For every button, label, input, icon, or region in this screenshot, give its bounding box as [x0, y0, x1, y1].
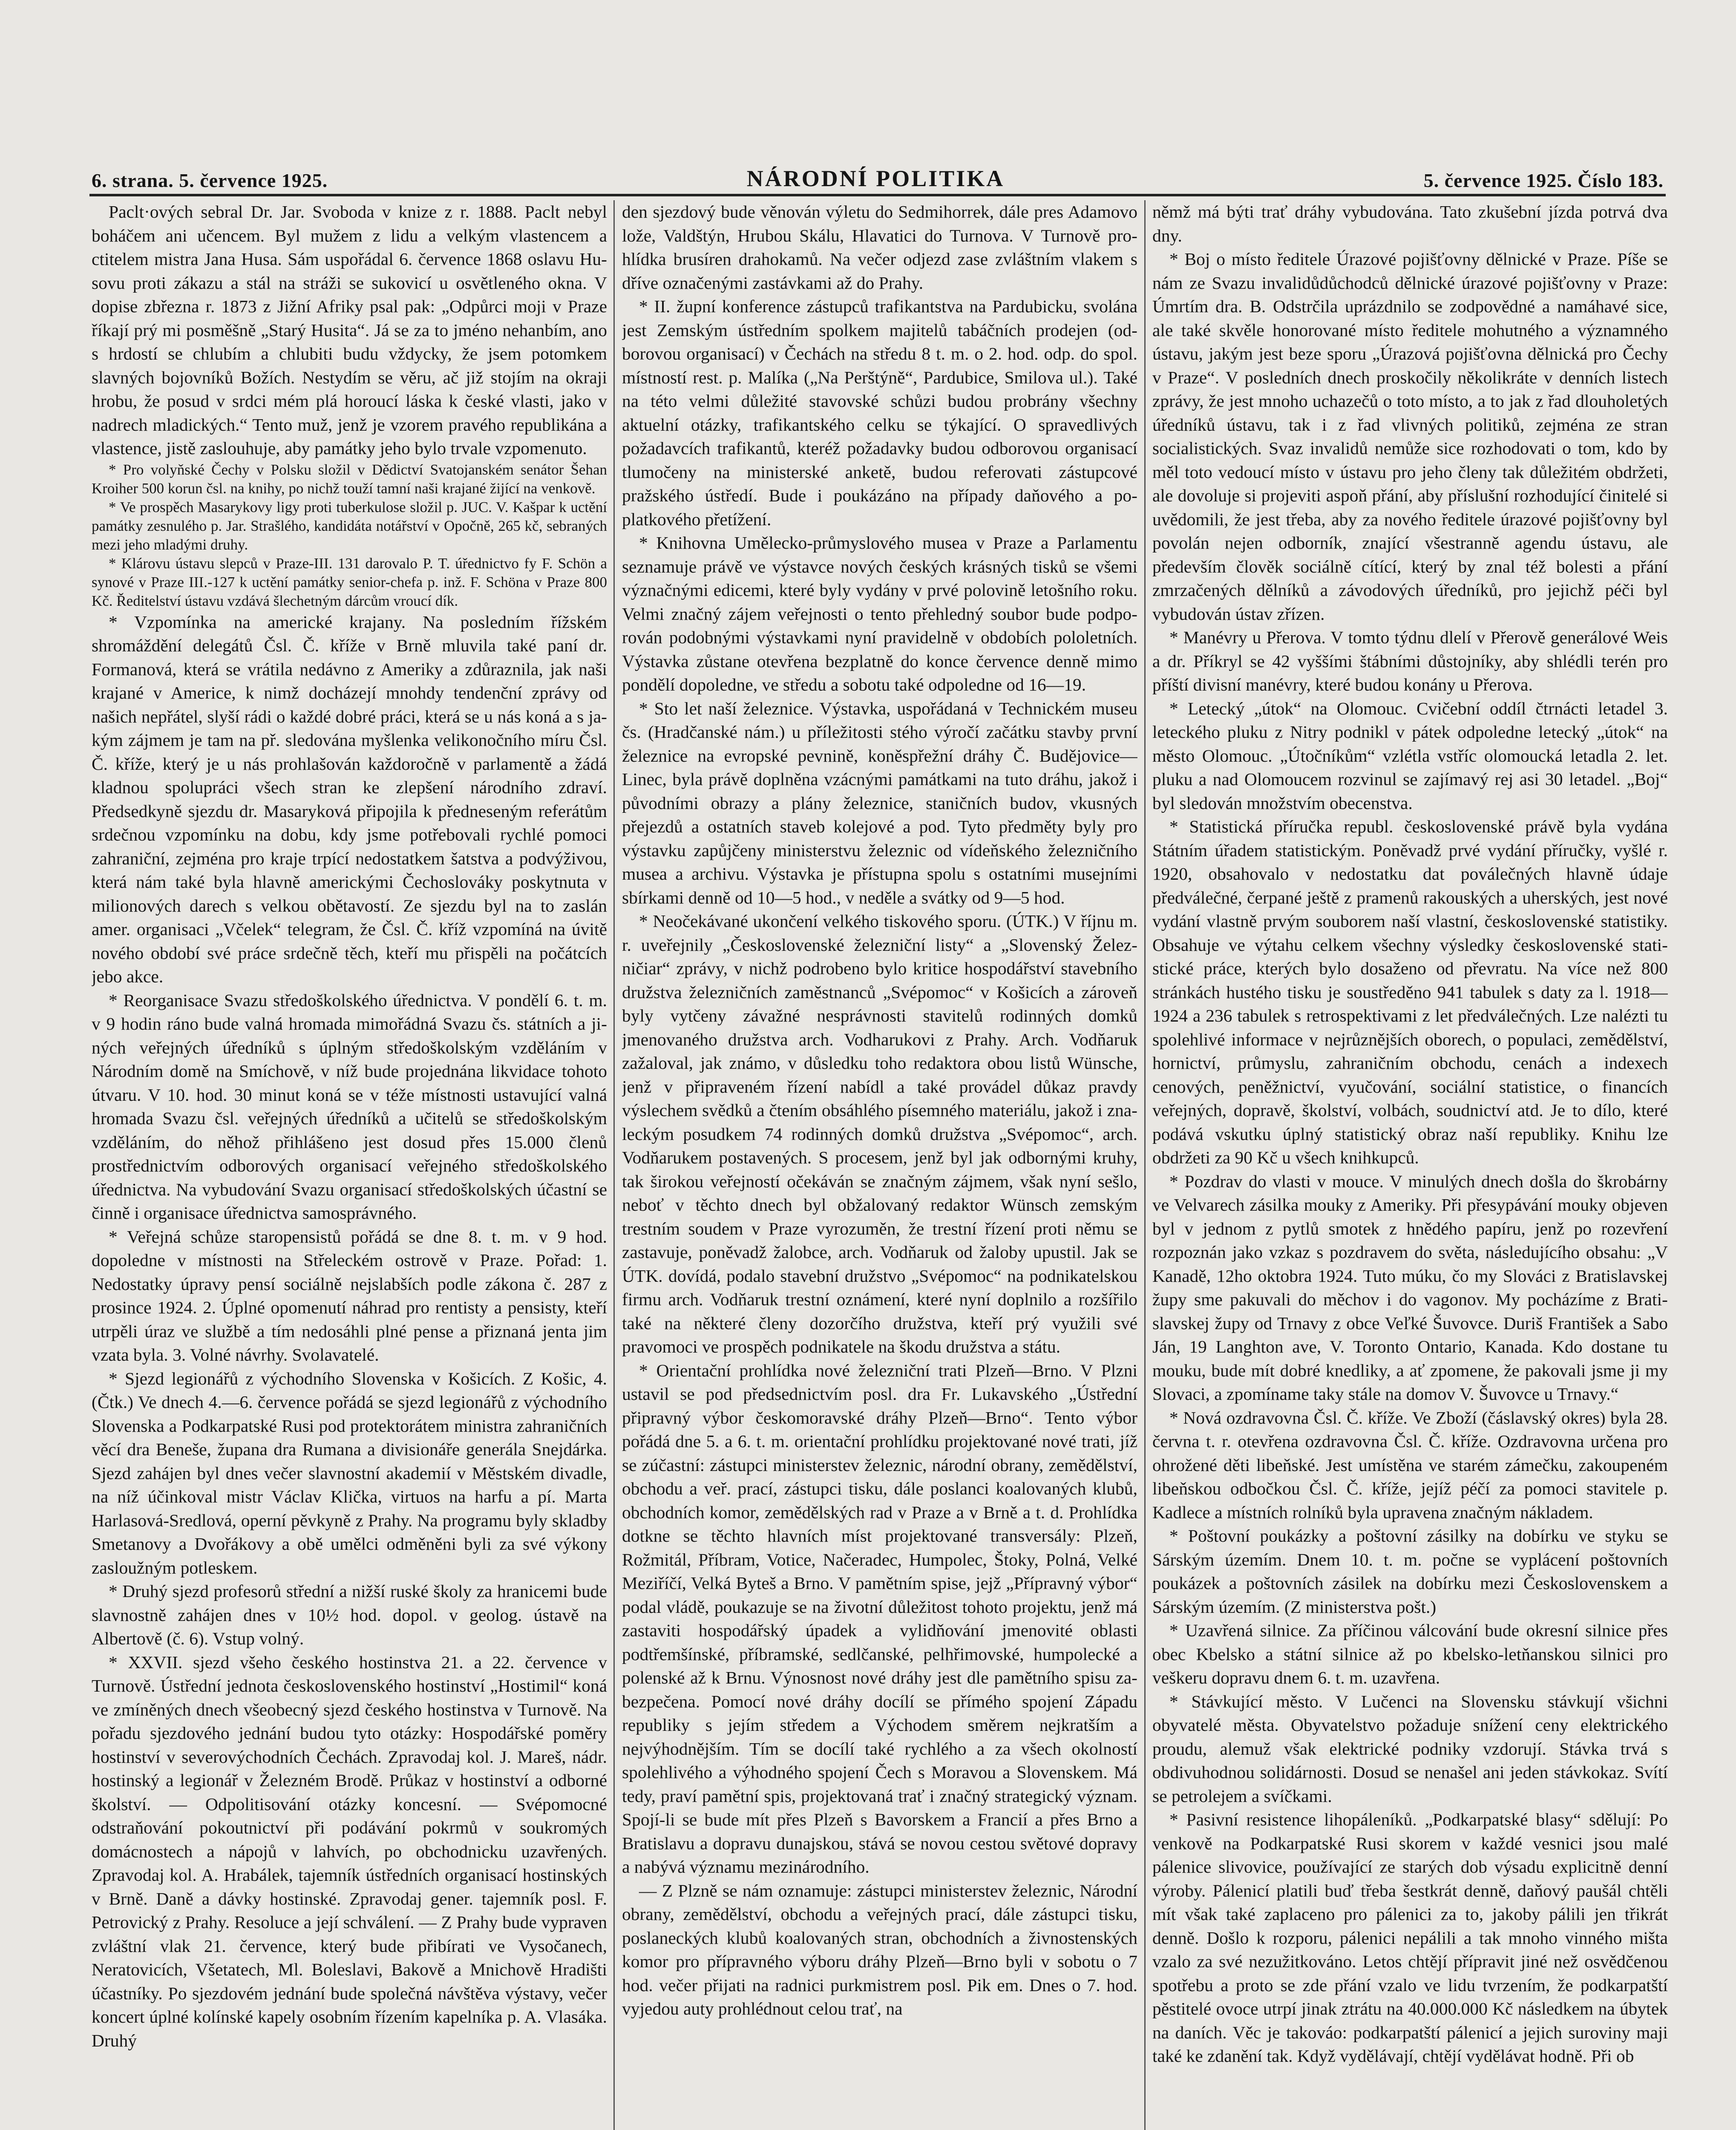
article-paragraph: — Z Plzně se nám oznamuje: zástupci ministerstev železnic, Národní obrany, zemědělství, obchodu a veřejných prací, dále zástupci tisku, poslaneckých klubů koalovaných stran, obchodních a živnostenských komor pro přípravného výboru dráhy Plzeň—Brno byli v sobotu o 7 hod. večer přijati na radnici purkmistrem posl. Pik em. Dnes o 7. hod. vyjedou auty prohlédnout celou trať, na	[622, 1880, 1137, 2018]
article-paragraph: * Sto let naší železnice. Výstavka, uspořádaná v Technickém museu čs. (Hradčanské nám.) u příležitosti stého výročí začátku stavby první železnice na evropské pevnině, koněspřežní dráhy Č. Budějovice—Linec, byla právě doplněna vzácnými památkami na tuto dráhu, jakož i původními obrazy a plány železnice, staničních budov, vkusných přejezdů a ostatních staveb kolejové a pod. Tyto předměty byly pro výstavku zapůjčeny ministerstvu železnic od vídeňského železničního musea a archivu. Výstavka je přístupna spolu s ostatními musejními sbírkami denně od 10—5 hod., v neděle a svátky od 9—5 hod.	[622, 698, 1137, 907]
header-date-left: 6. strana. 5. července 1925.	[92, 170, 328, 191]
article-paragraph: den sjezdový bude věnován výletu do Sedmihorrek, dále pres Adamovo lože, Valdštýn, Hrubou Skálu, Hlavatici do Turnova. V Turnově prohlídka brusíren drahokamů. Na večer odjezd zase zvláštním vlakem s dříve označenými zastávkami až do Prahy.	[622, 202, 1137, 293]
article-paragraph: * Pro volyňské Čechy v Polsku složil v Dědictví Svatojanském senátor Šehan Kroiher 500 korun čsl. na knihy, po nichž touží tamní naši krajané žijící na venkově.	[92, 461, 607, 497]
column-divider	[613, 200, 615, 2130]
article-paragraph: * Letecký „útok“ na Olomouc. Cvičební oddíl čtrnácti letadel 3. leteckého pluku z Nitry podnikl v pátek odpoledne letecký „útok“ na město Olomouc. „Útočníkům“ vzlétla vstříc olomoucká letadla 2. let. pluku a nad Olomoucem rozvinul se zajímavý rej asi 30 letadel. „Boj“ byl sledován množstvím obecenstva.	[1152, 698, 1668, 813]
column-divider	[1144, 200, 1146, 2130]
article-paragraph: * Statistická příručka republ. československé právě byla vydána Státním úřadem statistickým. Poněvadž prvé vydání příručky, vyšlé r. 1920, obsahovalo v nedostatku dat poválečných hlavně údaje předválečné, čerpané ještě z pramenů rakouských a uherských, jest nové vydání vlastně prvým souborem naší vlastní, československé statistiky. Obsahuje ve výtahu celkem všechny výsledky československé statistické práce, kterých bylo dosaženo od převratu. Na více než 800 stránkách hustého tisku je soustředěno 941 tabulek s daty za l. 1918—1924 a 236 tabulek s retrospektivami z let předválečných. Lze nalézti tu spolehlivé informace v nejrůznějších oborech, o populaci, zemědělství, hornictví, průmyslu, zahraničním obchodu, cenách a indexech cenových, peněžnictví, vyučování, sociální statistice, o financích veřejných, dopravě, školství, volbách, soudnictví atd. Je to dílo, které podává vskutku úplný statistický obraz naší republiky. Knihu lze obdržeti za 90 Kč u všech knihkupců.	[1152, 817, 1668, 1167]
article-paragraph: * Manévry u Přerova. V tomto týdnu dlelí v Přerově generálové Weis a dr. Příkryl se 42 vyššími štábními důstojníky, aby shlédli terén pro příští divisní manévry, které budou konány u Přerova.	[1152, 627, 1668, 694]
masthead-title: NÁRODNÍ POLITIKA	[746, 166, 1005, 191]
article-paragraph: * Uzavřená silnice. Za příčinou válcování bude okresní silnice přes obec Kbelsko a státní silnice až po kbelsko-letňanskou silnici pro veškeru dopravu dnem 6. t. m. uzavřena.	[1152, 1621, 1668, 1687]
article-paragraph: * Nová ozdravovna Čsl. Č. kříže. Ve Zboží (čáslavský okres) byla 28. června t. r. otevřena ozdravovna Čsl. Č. kříže. Ozdravovna určena pro ohrožené děti libeňské. Jest umístěna ve starém zámečku, zakoupeném libeňskou odbočkou Čsl. Č. kříže, jejíž péčí za pomoci stavitele p. Kadlece a místních rolníků byla upravena značným nákladem.	[1152, 1408, 1668, 1522]
article-paragraph: * Druhý sjezd profesorů střední a nižší ruské školy za hranicemi bude slavnostně zahájen dnes v 10½ hod. dopol. v geolog. ústavě na Albertově (č. 6). Vstup volný.	[92, 1581, 607, 1648]
article-paragraph: * Klárovu ústavu slepců v Praze-III. 131 darovalo P. T. úřednictvo fy F. Schön a synové v Praze III.-127 k uctění památky senior-chefa p. inž. F. Schöna v Praze 800 Kč. Ředitelství ústavu vzdává šlechetným dárcům vroucí dík.	[92, 555, 607, 609]
column-2	[622, 200, 1137, 2130]
article-paragraph: * Neočekávané ukončení velkého tiskového sporu. (ÚTK.) V říjnu m. r. uveřejnily „Československé železniční listy“ a „Slovenský Železničiar“ zprávy, v nichž podrobeno bylo kritice hospodářství stavebního družstva železničních zaměstnanců „Svépomoc“ v Košicích a zároveň byly vytčeny závažné nesprávnosti stavitelů rodinných domků jmenovaného družstva arch. Vodharukovi z Prahy. Arch. Vodňaruk zažaloval, jak známo, v důsledku toho redaktora obou listů Wünsche, jenž v připraveném řízení nabídl a také provádel důkaz pravdy výslechem svědků a čtením obsáhlého písemného materiálu, jakož i znaleckým posudkem 74 rodinných domků družstva „Svépomoc“, arch. Vodňarukem postavených. S procesem, jenž byl jak odbornými kruhy, tak širokou veřejností očekáván se značným zájmem, však nyní sešlo, neboť v těchto dnech byl obžalovaný redaktor Wünsch zemským trestním soudem v Praze vyrozuměn, že trestní řízení proti němu se zastavuje, poněvadž žalobce, arch. Vodňaruk od žaloby upustil. Jak se ÚTK. dovídá, podalo stavební družstvo „Svépomoc“ na podnikatelskou firmu arch. Vodňaruk trestní oznámení, které nyní doplnilo a rozšířilo také na některé členy dozorčího družstva, kteří prý využili své pravomoci ve prospěch podnikatele na škodu družstva a státu.	[622, 911, 1137, 1356]
article-paragraph: * Pozdrav do vlasti v mouce. V minulých dnech došla do škrobárny ve Velvarech zásilka mouky z Ameriky. Při přesypávání mouky objeven byl v jednom z pytlů smotek z hnědého papíru, jenž po rozevření rozpoznán jako vzkaz s pozdravem do světa, následujícího obsahu: „V Kanadě, 12ho oktobra 1924. Tuto múku, čo my Slováci z Bratislavskej župy sme pakuvali do měchov i do vagonov. My pocházíme z Bratislavskej župy od Trnavy z obce Veľké Šuvovce. Duriš František a Sabo Ján, 19 Langhton ave, V. Toronto Ontario, Kanada. Kdo dostane tu mouku, bude mít dobré knedliky, a ať zpomene, že pakovali jsme ji my Slovaci, a zpomíname taky stále na domov V. Šuvovce u Trnavy.“	[1152, 1171, 1668, 1404]
article-paragraph: * II. župní konference zástupců trafikantstva na Pardubicku, svolána jest Zemským ústředním spolkem majitelů tabáčních prodejen (odborovou organisací) v Čechách na středu 8 t. m. o 2. hod. odp. do spol. místností rest. p. Malíka („Na Perštýně“, Pardubice, Smilova ul.). Také na této velmi důležité stavovské schůzi budou probrány všechny aktuelní otázky, trafikantského celku se týkající. O spravedlivých požadavcích trafikantů, kteréž požadavky budou odborovou organisací tlumočeny na ministerské anketě, budou referovati zástupcové pražského ústředí. Bude i poukázáno na případy daňového a poplatkového přetížení.	[622, 296, 1137, 529]
article-paragraph: * Pasivní resistence lihopáleníků. „Podkarpatské blasy“ sdělují: Po venkově na Podkarpatské Rusi skorem v každé vesnici jsou malé pálenice slivovice, používající ze starých dob výsadu explicitně denní výroby. Pálenicí platili buď třeba šestkrát denně, daňový paušál chtěli mít však také zaplaceno pro pálenici za to, jakoby pálili jen třikrát denně. Došlo k rozporu, pálenici nepálili a tak mnoho vinného mišta vzalo za své nezužitkováno. Letos chtějí přípravit jiné než osvědčenou spotřebu a proto se zde přání vzalo ve lidu tvrzením, že podkarpatští pěstitelé ovoce utrpí jinak ztrátu na 40.000.000 Kč následkem na úbytek na daních. Věc je takováo: podkarpatští pálenicí a jejich suroviny maji také ke zdanění tak. Když vydělávají, chtějí vydělávat hodně. Při ob	[1152, 1810, 1668, 2066]
column-3	[1152, 200, 1668, 2130]
article-paragraph: * Veřejná schůze staropensistů pořádá se dne 8. t. m. v 9 hod. dopoledne v místnosti na Střeleckém ostrově v Praze. Pořad: 1. Nedostatky úpravy pensí sociálně nejslabších podle zákona č. 287 z prosince 1924. 2. Úplné opomenutí náhrad pro rentisty a pensisty, kteří utrpěli úraz ve službě a tím nedosáhli plné pense a přiznaná jenta jim vzata byla. 3. Volné návrhy. Svolavatelé.	[92, 1226, 607, 1364]
article-paragraph: * Knihovna Umělecko-průmyslového musea v Praze a Parlamentu seznamuje právě ve výstavce nových českých krásných tisků se všemi význačnými edicemi, které byly vydány v prvé polovině letošního roku. Velmi značný zájem veřejnosti o tento přehledný soubor bude podporován podobnými výstavkami nyní pravidelně v obdobích pololetních. Výstavka zůstane otevřena bezplatně do konce července denně mimo pondělí dopoledne, ve středu a sobotu také odpoledne od 16—19.	[622, 533, 1137, 694]
column-1	[92, 200, 607, 2130]
header-rule	[89, 194, 1666, 196]
article-paragraph: * Orientační prohlídka nové železniční trati Plzeň—Brno. V Plzni ustavil se pod předsednictvím posl. dra Fr. Lukavského „Ústřední připravný výbor českomoravské dráhy Plzeň—Brno“. Tento výbor pořádá dne 5. a 6. t. m. orientační prohlídku projektované nové trati, jíž se zúčastní: zástupci ministerstev železnic, národní obrany, zemědělství, obchodu a veř. prací, zástupci tisku, dále poslanci koalovaných klubů, obchodních komor, zemědělských rad v Praze a v Brně a t. d. Prohlídka dotkne se těchto hlavních míst projektované transversály: Plzeň, Rožmitál, Příbram, Votice, Načeradec, Humpolec, Štoky, Polná, Velké Meziříčí, Velká Byteš a Brno. V pamětním spise, jejž „Přípravný výbor“ podal vládě, poukazuje se na životní důležitost tohoto projektu, jenž má zastaviti hospodářský úpadek a vylidňování jmenovité oblasti podtřemšínské, příbramské, sedlčanské, pelhřimovské, humpolecké a polenské až k Brnu. Výnosnost nové dráhy jest dle pamětního spisu zabezpečena. Pomocí nové dráhy docílí se přímého spojení Západu republiky s jejím středem a Východem směrem nejkratším a nejvýhodnějším. Tím se docílí také rychlého a za všech okolností spolehlivého a výhodného spojení Čech s Moravou a Slovenskem. Má tedy, praví pamětní spis, projektovaná trať i značný strategický význam. Spojí-li se bude mít přes Plzeň s Bavorskem a Francií a přes Brno a Bratislavu a dopravu dunajskou, stává se novou cestou světové dopravy a nabývá významu mezinárodního.	[622, 1360, 1137, 1877]
article-paragraph: * Poštovní poukázky a poštovní zásilky na dobírku ve styku se Sárským územím. Dnem 10. t. m. počne se vyplácení poštovních poukázek a poštovních zásilek na dobírku mezi Československem a Sárským územím. (Z ministerstva pošt.)	[1152, 1526, 1668, 1617]
article-paragraph: * Sjezd legionářů z východního Slovenska v Košicích. Z Košic, 4. (Čtk.) Ve dnech 4.—6. července pořádá se sjezd legionářů z východního Slovenska a Podkarpatské Rusi pod protektorátem ministra zahraničních věcí dra Beneše, župana dra Rumana a divisionáře generála Snejdárka. Sjezd zahájen byl dnes večer slavnostní akademií v Městském divadle, na níž účinkoval mistr Václav Klička, virtuos na harfu a pí. Marta Harlasová-Sredlová, operní pěvkyně z Prahy. Na programu byly skladby Smetanovy a Dvořákovy a obě umělci odměněni byli za své výkony zasloužným potleskem.	[92, 1368, 607, 1577]
article-paragraph: * Stávkující město. V Lučenci na Slovensku stávkují všichni obyvatelé města. Obyvatelstvo požaduje snížení ceny elektrického proudu, alemuž však elektrické podniky vzdorují. Stávka trvá s obdivuhodnou solidárnosti. Dosud se nenašel ani jeden stávkokaz. Svítí se petrolejem a svíčkami.	[1152, 1691, 1668, 1806]
article-paragraph: * Ve prospěch Masarykovy ligy proti tuberkulose složil p. JUC. V. Kašpar k uctění památky zesnulého p. Jar. Strašlého, kandidáta notářství v Opočně, 265 kč, sebraných mezi jeho mladými druhy.	[92, 498, 607, 553]
article-paragraph: Paclt·ových sebral Dr. Jar. Svoboda v knize z r. 1888. Paclt nebyl boháčem ani učencem. Byl mužem z lidu a velkým vlastencem a ctitelem mistra Jana Husa. Sám uspořádal 6. července 1868 oslavu Husovu proti zákazu a stál na stráži se sukovicí u osvětleného okna. V dopise zbřezna r. 1873 z Jižní Afriky psal pak: „Odpůrci moji v Praze říkají prý mi posměšně „Starý Husita“. Já se za to jméno nehanbím, ano s hrdostí se chlubím a chlubiti budu vždycky, že jsem potomkem slavných bojovníků Božích. Nestydím se věru, ač již stojím na okraji hrobu, že posud v srdci mém plá horoucí láska k české vlasti, jako v nadrech mladických.“ Tento muž, jenž je vzorem pravého republikána a vlastence, jistě zaslouhuje, aby památky jeho bylo trvale vzpomenuto.	[92, 202, 607, 458]
article-paragraph: němž má býti trať dráhy vybudována. Tato zkušební jízda potrvá dva dny.	[1152, 202, 1668, 245]
article-paragraph: * Vzpomínka na americké krajany. Na posledním řížském shromáždění delegátů Čsl. Č. kříže v Brně mluvila také paní dr. Formanová, která se vrátila nedávno z Ameriky a zdůraznila, jak naši krajané v Americe, k nimž docházejí mnohdy tendenční zprávy od našich nepřátel, slyší rádi o každé dobré práci, která se u nás koná a s jakým zájmem je tam na př. sledována myšlenka velikonočního míru Čsl. Č. kříže, který je u nás prohlašován každoročně v parlamentě a žádá kladnou spolupráci všech stran ke zlepšení národního zdraví. Předsedkyně sjezdu dr. Masaryková připojila k předneseným referátům srdečnou vzpomínku na dobu, kdy jsme potřebovali rychlé pomoci zahraniční, zejména pro kraje trpící nedostatkem šatstva a podvýživou, která nám také byla hlavně americkými Čechoslováky poskytnuta v milionových darech s velkou obětavostí. Ze sjezdu byl na to zaslán amer. organisaci „Včelek“ telegram, že Čsl. Č. kříž vzpomíná na úvitě nového období své práce srdečně těch, kteří mu přispěli na počátcích jebo akce.	[92, 612, 607, 986]
article-paragraph: * Boj o místo ředitele Úrazové pojišťovny dělnické v Praze. Píše se nám ze Svazu invalidůdůchodců dělnické úrazové pojišťovny v Praze: Úmrtím dra. B. Odstrčila uprázdnilo se zodpovědné a namáhavé sice, ale také skvěle honorované místo ředitele mohutného a významného ústavu, jakým jest beze sporu „Úrazová pojišťovna dělnická pro Čechy v Praze“. V posledních dnech proskočily několikráte v denních listech zprávy, že jest mnoho uchazečů o toto místo, a to jak z řad dlouholetých úředníků ústavu, tak i z řad vlivných politiků, zejména ze stran socialistických. Svaz invalidů nemůže sice rozhodovati o tom, kdo by měl toto vedoucí místo v ústavu pro jeho členy tak důležitém obdržeti, ale dovoluje si projeviti aspoň přání, aby příslušní rozhodující činitelé si uvědomili, že jest třeba, aby za nového ředitele úrazové pojišťovny byl povolán nejen odborník, znající všestranně agendu ústavu, ale především člověk sociálně cítící, který by znal též bolesti a přání zmrzačených dělníků a závodových úředníků, pro jejichž péči byl vybudován ústav zřízen.	[1152, 249, 1668, 624]
page-header	[92, 161, 1664, 192]
article-paragraph: * Reorganisace Svazu středoškolského úřednictva. V pondělí 6. t. m. v 9 hodin ráno bude valná hromada mimořádná Svazu čs. státních a jiných veřejných úředníků s úplným středoškolským vzděláním v Národním domě na Smíchově, v níž bude projednána likvidace tohoto útvaru. V 10. hod. 30 minut koná se v téže místnosti ustavující valná hromada Svazu čsl. veřejných úředníků a učitelů se středoškolským vzděláním, do něhož přihlášeno jest dosud přes 15.000 členů prostřednictvím odborových organisací veřejného středoškolského úřednictva. Na vybudování Svazu organisací středoškolských účastní se činně i organisace úřednictva samosprávného.	[92, 990, 607, 1223]
article-paragraph: * XXVII. sjezd všeho českého hostinstva 21. a 22. července v Turnově. Ústřední jednota československého hostinství „Hostimil“ koná ve zmíněných dnech všeobecný sjezd českého hostinstva v Turnově. Na pořadu sjezdového jednání budou tyto otázky: Hospodářské poměry hostinství v severovýchodních Čechách. Zpravodaj kol. J. Mareš, nádr. hostinský a legionář v Železném Brodě. Průkaz v hostinství a odborné školství. — Odpolitisování otázky koncesní. — Svépomocné odstraňování pokoutnictví při podávání pokrmů v soukromých domácnostech a nápojů v lahvích, po obchodnicku uzavřených. Zpravodaj kol. A. Hrabálek, tajemník ústředních organisací hostinských v Brně. Daně a dávky hostinské. Zpravodaj gener. tajemník posl. F. Petrovický z Prahy. Resoluce a její schválení. — Z Prahy bude vypraven zvláštní vlak 21. července, který bude přibírati ve Vysočanech, Neratovicích, Všetatech, Ml. Boleslavi, Bakově a Mnichově Hradišti účastníky. Po sjezdovém jednání bude společná návštěva výstavy, večer koncert úplné kolínské kapely osobním řízením kapelníka p. A. Vlasáka. Druhý	[92, 1652, 607, 2050]
header-date-right: 5. července 1925. Číslo 183.	[1423, 170, 1664, 191]
